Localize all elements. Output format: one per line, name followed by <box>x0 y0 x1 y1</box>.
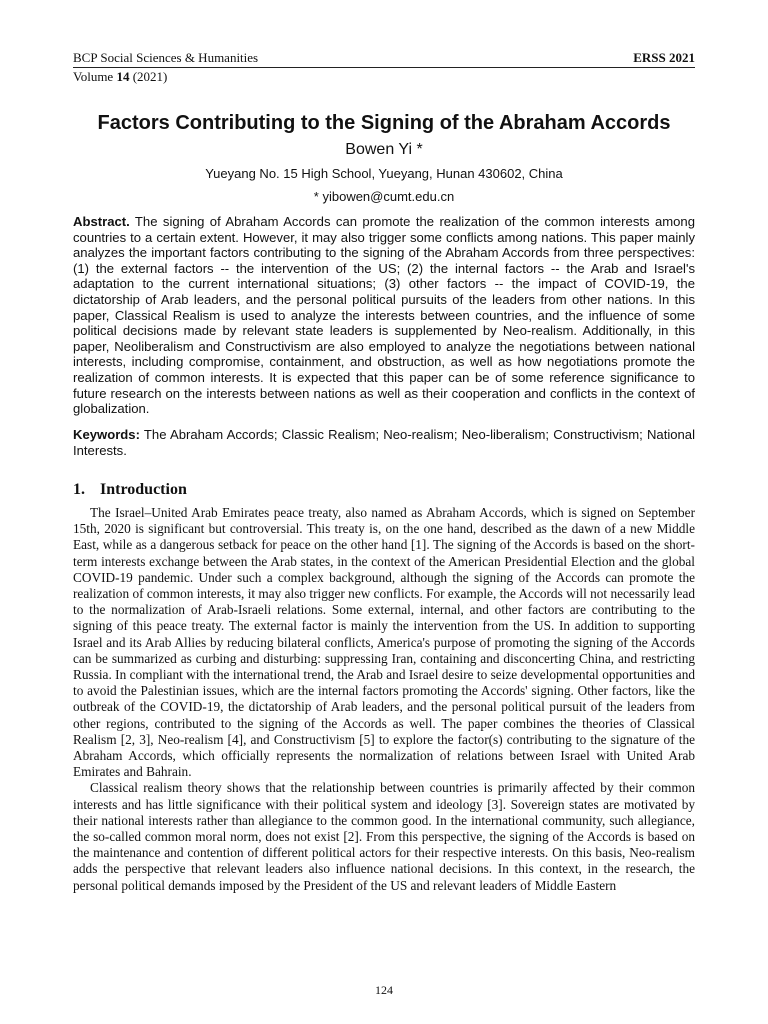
author-affiliation: Yueyang No. 15 High School, Yueyang, Hunan 430602, China <box>205 166 563 181</box>
volume-number: 14 <box>116 69 130 84</box>
abstract-label: Abstract. <box>73 214 130 229</box>
author-name: Bowen Yi * <box>345 141 423 158</box>
abstract <box>73 214 695 417</box>
section-title: Introduction <box>100 481 187 498</box>
section-body <box>73 505 695 894</box>
volume-label: Volume <box>73 69 117 84</box>
section-number: 1. <box>73 481 85 498</box>
author-email: * yibowen@cumt.edu.cn <box>313 189 455 204</box>
page-number: 124 <box>375 983 393 997</box>
header-row <box>73 50 695 68</box>
section-heading <box>73 480 695 500</box>
running-header <box>73 50 695 85</box>
volume-year: (2021) <box>129 69 168 84</box>
body-paragraph: Classical realism theory shows that the relationship between countries is primarily affected by their common interests and has little significance with their political system and ideology [3]. Sovereign states are motivated by their national interests rather than allegiance to the common good. In the international community, such allegiance, the so-called common moral norm, does not exist [2]. From this perspective, the signing of the Accords is based on the maintenance and contention of different political actors for their respective interests. On this basis, Neo-realism adds the perspective that relevant leaders also influence national decisions. In this context, in the research, the personal political demands imposed by the President of the US and relevant leaders of Middle Eastern <box>73 780 695 893</box>
keywords <box>73 427 695 459</box>
volume-info <box>73 69 695 85</box>
keywords-label: Keywords: <box>73 427 140 442</box>
body-paragraph: The Israel–United Arab Emirates peace treaty, also named as Abraham Accords, which is signed on September 15th, 2020 is significant but controversial. This treaty is, on the one hand, described as the dawn of a new Middle East, while as a dangerous setback for peace on the other hand [1]. The signing of the Accords is based on the short-term interests exchange between the Arab states, in the context of the American Presidential Election and the global COVID-19 pandemic. Under such a complex background, although the signing of the Accords can promote the realization of common interests, it may also trigger new conflicts. For example, the Accords will not necessarily lead to the normalization of Arab-Israeli relations. Some external, internal, and other factors are contributing to the signing of this peace treaty. The external factor is mainly the intervention from the US. In addition to supporting Israel and its Arab Allies by reducing bilateral conflicts, America's purpose of promoting the signing of the Accords can be summarized as curbing and disturbing: suppressing Iran, containing and disconcerting China, and restricting Russia. In compliant with the international trend, the Arab and Israel desire to seize developmental opportunities and to avoid the Palestinian issues, which are the internal factors promoting the Accords' signing. Other factors, like the outbreak of the COVID-19, the dictatorship of Arab leaders, and the personal political pursuit of the leaders from other regions, contributed to the signing of the Accords as well. The paper combines the theories of Classical Realism [2, 3], Neo-realism [4], and Constructivism [5] to explore the factor(s) contributing to the signature of the Abraham Accords, which officially represents the normalization of relations between Israel with United Arab Emirates and Bahrain. <box>73 505 695 780</box>
paper-title: Factors Contributing to the Signing of the Abraham Accords <box>97 112 671 134</box>
journal-code: ERSS 2021 <box>633 50 695 65</box>
keywords-text: The Abraham Accords; Classic Realism; Neo-realism; Neo-liberalism; Constructivism; National Interests. <box>73 427 695 458</box>
abstract-text: The signing of Abraham Accords can promote the realization of the common interests among countries to a certain extent. However, it may also trigger some conflicts among nations. This paper mainly analyzes the important factors contributing to the signing of the Abraham Accords from three perspectives: (1) the external factors -- the intervention of the US; (2) the internal factors -- the Arab and Israel's adaptation to the current international situations; (3) other factors -- the impact of COVID-19, the dictatorship of Arab leaders, and the personal political pursuits of the leaders from other nations. In this paper, Classical Realism is used to analyze the interests between countries, and the influence of some political decisions made by relevant state leaders is supplemented by Neo-realism. Additionally, in this paper, Neoliberalism and Constructivism are also employed to analyze the negotiations between national interests, including compromise, containment, and obstruction, as well as how negotiations promote the realization of common interests. It is expected that this paper can be of some reference significance to future research on the interests between nations as well as their cooperation and conflicts in the context of globalization. <box>73 214 695 417</box>
journal-name: BCP Social Sciences & Humanities <box>73 50 259 65</box>
